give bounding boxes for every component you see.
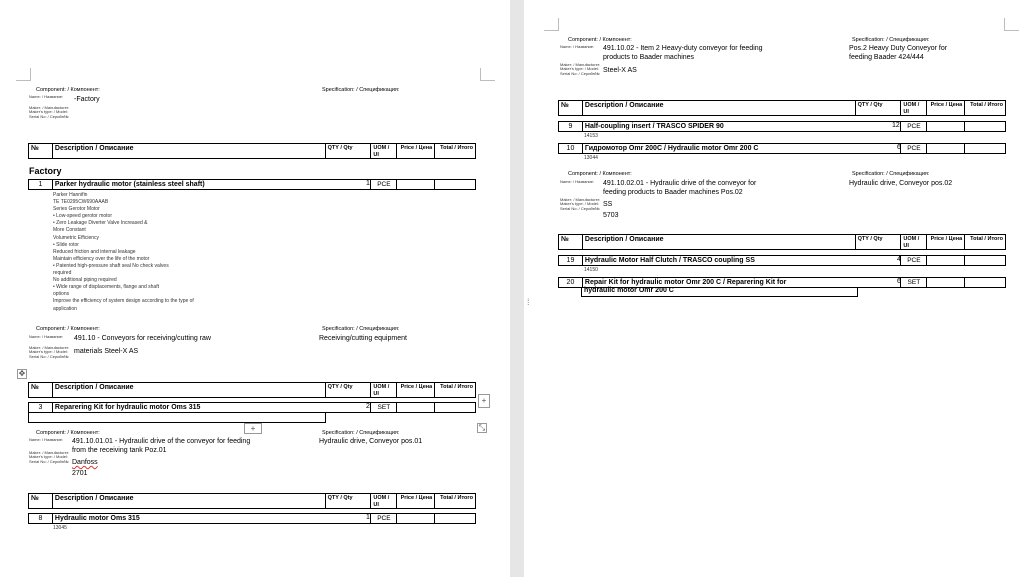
component-label: Component: / Компонент: xyxy=(36,326,100,332)
crop-mark-right-top-right xyxy=(1004,18,1019,31)
component-name: 491.10.02 - Item 2 Heavy-duty conveyor for feeding xyxy=(603,45,763,52)
section-title: Factory xyxy=(29,166,62,176)
component-maker: Steel-X AS xyxy=(603,67,637,74)
note-line: More Constant xyxy=(53,227,86,234)
component-spec: Hydraulic drive, Conveyor pos.01 xyxy=(319,438,423,445)
row-qty: 6 xyxy=(897,278,901,285)
note-line: Series Gerotor Motor xyxy=(53,206,100,213)
page-gutter xyxy=(510,0,524,577)
component-name-2: products to Baader machines xyxy=(603,54,695,61)
item-notes xyxy=(53,192,194,313)
component-label: Component: / Компонент: xyxy=(568,37,632,43)
table-row[interactable]: 3 Reparering Kit for hydraulic motor Oms 315 SET xyxy=(28,402,476,413)
component-name: 491.10 - Conveyors for receiving/cutting raw xyxy=(74,335,211,342)
item-code: 14150 xyxy=(584,267,598,273)
add-row-button[interactable]: + xyxy=(244,423,262,434)
item-code: 13044 xyxy=(584,155,598,161)
crop-mark-left-top xyxy=(16,68,31,81)
note-line: TE TE0295CW690AAAB xyxy=(53,199,109,206)
note-line: • Slide rotor xyxy=(53,241,79,248)
row-qty: 2 xyxy=(366,403,370,410)
note-line: application xyxy=(53,305,77,312)
table-row[interactable]: 10 Гидромотор Omr 200C / Hydraulic motor Omr 200 C PCE xyxy=(558,143,1006,154)
note-line: options xyxy=(53,291,70,298)
spec-label: Specification: / Спецификация: xyxy=(852,37,930,43)
note-line: Reduced friction and internal leakage xyxy=(53,248,136,255)
field-labels: Name: / Название: Maker: / Manufacturer: Maker's type: / Model: Serial No: / Серийн№: xyxy=(29,437,70,464)
table-header: № Description / Описание QTY / Qty UOM / UI Price / Цена Total / Итого xyxy=(28,382,476,398)
note-line: • Zero Leakage Diverter Valve Increased & xyxy=(53,220,148,227)
component-label: Component: / Компонент: xyxy=(568,171,632,177)
component-label: Component: / Компонент: xyxy=(36,87,100,93)
table-row[interactable]: 1 Parker hydraulic motor (stainless steel shaft) PCE xyxy=(28,179,476,190)
component-spec: Hydraulic drive, Conveyor pos.02 xyxy=(849,180,953,187)
table-header: № Description / Описание QTY / Qty UOM / UI Price / Цена Total / Итого xyxy=(558,100,1006,116)
component-spec: Pos.2 Heavy Duty Conveyor for xyxy=(849,45,948,52)
table-header: № Description / Описание QTY / Qty UOM / UI Price / Цена Total / Итого xyxy=(28,493,476,509)
note-line: required xyxy=(53,270,72,277)
item-code: 13045 xyxy=(53,525,67,531)
row-desc-continuation: hydraulic motor Omr 200 C xyxy=(581,287,858,297)
item-code: 14153 xyxy=(584,133,598,139)
crop-mark-left-top-right xyxy=(480,68,495,81)
add-column-button[interactable]: + xyxy=(478,394,490,408)
spec-label: Specification: / Спецификация: xyxy=(322,430,400,436)
component-spec: Receiving/cutting equipment xyxy=(319,335,407,342)
note-line: Parker Hannifin xyxy=(53,192,88,198)
component-name: 491.10.02.01 - Hydraulic drive of the conveyor for xyxy=(603,180,757,187)
drag-handle-icon[interactable]: ⁞ xyxy=(527,297,530,307)
component-maker: materials Steel-X AS xyxy=(74,348,139,355)
table-resize-handle[interactable]: ⤡ xyxy=(478,423,486,432)
field-labels: Name: / Название: Maker: / Manufacturer: Maker's type: / Model: Serial No: / Серийн№: xyxy=(560,44,601,76)
component-name: -Factory xyxy=(74,96,100,103)
row-qty: 6 xyxy=(897,144,901,151)
spec-label: Specification: / Спецификация: xyxy=(322,326,400,332)
table-header: № Description / Описание QTY / Qty UOM / UI Price / Цена Total / Итого xyxy=(558,234,1006,250)
table-move-handle[interactable]: ✥ xyxy=(18,369,26,378)
row-qty: 12 xyxy=(892,122,900,129)
row-qty: 1 xyxy=(366,180,370,187)
table-row[interactable]: 20 Repair Kit for hydraulic motor Omr 200 C / Reparering Kit for SET xyxy=(558,277,1006,288)
component-type: 2701 xyxy=(72,470,88,477)
component-name: 491.10.01.01 - Hydraulic drive of the conveyor for feeding xyxy=(72,438,251,445)
table-blank-row xyxy=(28,413,326,423)
spec-label: Specification: / Спецификация: xyxy=(322,87,400,93)
component-maker: Danfoss xyxy=(72,459,98,466)
note-line: Volumetric Efficiency xyxy=(53,234,100,241)
table-row[interactable]: 8 Hydraulic motor Oms 315 PCE xyxy=(28,513,476,524)
table-row[interactable]: 9 Half-coupling insert / TRASCO SPIDER 90 PCE xyxy=(558,121,1006,132)
table-row[interactable]: 19 Hydraulic Motor Half Clutch / TRASCO coupling SS PCE xyxy=(558,255,1006,266)
component-maker: SS xyxy=(603,201,613,208)
note-line: • Patented high-pressure shaft seal No check valves xyxy=(53,262,169,269)
component-name-2: from the receiving tank Poz.01 xyxy=(72,447,167,454)
component-spec-2: feeding Baader 424/444 xyxy=(849,54,924,61)
note-line: • Wide range of displacements, flange and shaft xyxy=(53,284,159,291)
field-labels: Name: / Название: Maker: / Manufacturer: Maker's type: / Model: Serial No: / Серийн№: xyxy=(29,94,70,119)
row-qty: 4 xyxy=(897,256,901,263)
spec-label: Specification: / Спецификация: xyxy=(852,171,930,177)
component-type: 5703 xyxy=(603,212,619,219)
note-line: Maintain efficiency over the life of the motor xyxy=(53,255,150,262)
note-line: No additional piping required xyxy=(53,277,117,284)
field-labels: Name: / Название: Maker: / Manufacturer: Maker's type: / Model: Serial No: / Серийн№: xyxy=(29,334,70,359)
note-line: Improve the efficiency of system design according to the type of xyxy=(53,298,194,305)
table-header: № Description / Описание QTY / Qty UOM / UI Price / Цена Total / Итого xyxy=(28,143,476,159)
component-label: Component: / Компонент: xyxy=(36,430,100,436)
component-name-2: feeding products to Baader machines Pos.02 xyxy=(603,189,743,196)
note-line: • Low-speed gerotor motor xyxy=(53,213,113,220)
crop-mark-right-top xyxy=(544,18,559,31)
row-qty: 1 xyxy=(366,514,370,521)
field-labels: Name: / Название: Maker: / Manufacturer: Maker's type: / Model: Serial No: / Серийн№: xyxy=(560,179,601,211)
